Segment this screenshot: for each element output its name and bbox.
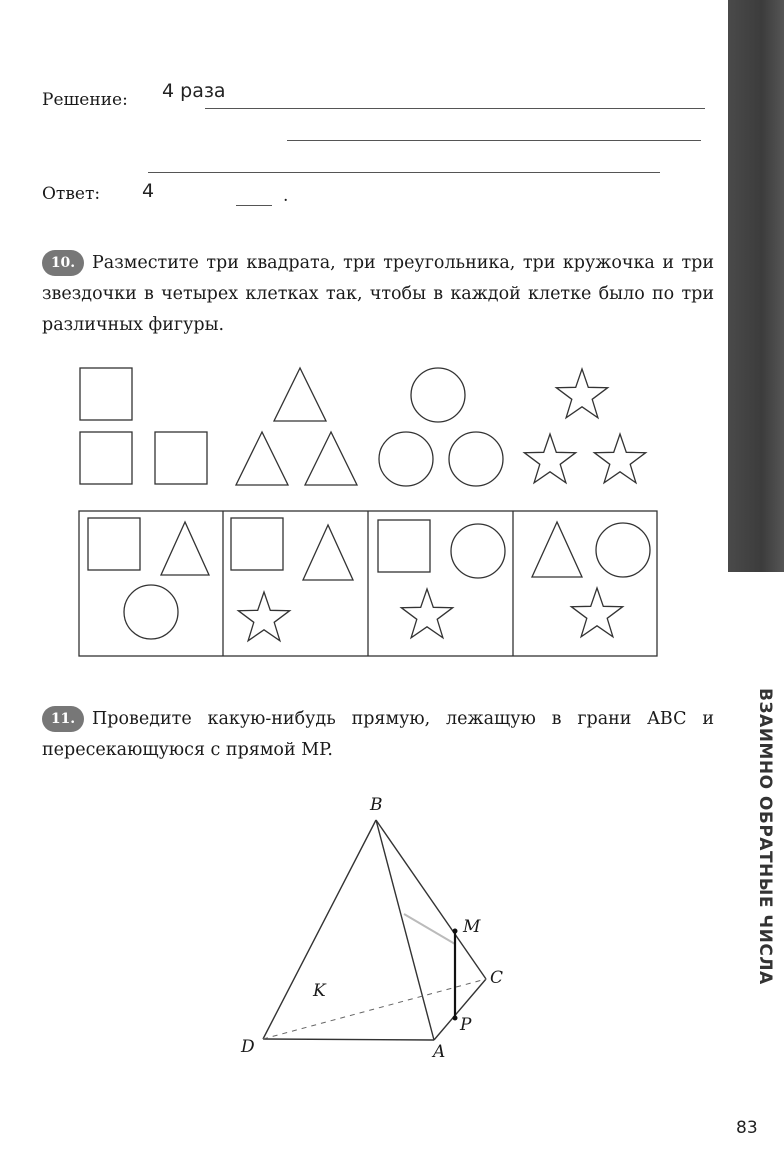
answer-handwritten: 4 bbox=[142, 180, 155, 202]
source-star-2 bbox=[524, 434, 575, 483]
page-number: 83 bbox=[736, 1118, 758, 1138]
point-P bbox=[453, 1016, 458, 1021]
cell1-circle bbox=[124, 585, 178, 639]
source-star-1 bbox=[556, 369, 607, 418]
source-square-3 bbox=[155, 432, 207, 484]
sidebar-dark-band bbox=[728, 0, 784, 572]
label-M: M bbox=[463, 917, 481, 937]
answer-label: Ответ: bbox=[42, 184, 101, 204]
source-square-1 bbox=[80, 368, 132, 420]
source-circle-3 bbox=[449, 432, 503, 486]
cell4-circle bbox=[596, 523, 650, 577]
solution-handwritten: 4 раза bbox=[162, 80, 226, 102]
label-B: B bbox=[370, 795, 383, 815]
cell3-circle bbox=[451, 524, 505, 578]
point-M bbox=[453, 929, 458, 934]
source-circle-2 bbox=[379, 432, 433, 486]
cell1-square bbox=[88, 518, 140, 570]
label-A: A bbox=[433, 1042, 446, 1062]
cell4-star bbox=[571, 588, 622, 637]
source-triangle-2 bbox=[236, 432, 288, 485]
label-K: K bbox=[313, 981, 326, 1001]
solution-label: Решение: bbox=[42, 90, 128, 110]
label-C: C bbox=[490, 968, 504, 988]
pyramid-figure bbox=[263, 820, 486, 1040]
cell3-square bbox=[378, 520, 430, 572]
label-D: D bbox=[241, 1037, 255, 1057]
sidebar-vertical-title: ВЗАИМНО ОБРАТНЫЕ ЧИСЛА bbox=[755, 688, 775, 985]
task10-text: Разместите три квадрата, три треугольника, три кружочка и три звездочки в четырех клетках так, чтобы в каждой клетке было по три различных фигуры. bbox=[42, 253, 714, 335]
cell2-square bbox=[231, 518, 283, 570]
label-P: P bbox=[460, 1015, 472, 1035]
cell2-triangle bbox=[303, 525, 353, 580]
source-triangle-1 bbox=[274, 368, 326, 421]
task11-text: Проведите какую-нибудь прямую, лежащую в грани ABC и пересекающуюся с прямой MP. bbox=[42, 709, 714, 760]
cell3-star bbox=[401, 589, 452, 638]
source-square-2 bbox=[80, 432, 132, 484]
task11-number-badge: 11. bbox=[42, 706, 84, 732]
cell1-triangle bbox=[161, 522, 209, 575]
answer-end-mark: . bbox=[283, 186, 289, 206]
cell4-triangle bbox=[532, 522, 582, 577]
task10-number-badge: 10. bbox=[42, 250, 84, 276]
source-triangle-3 bbox=[305, 432, 357, 485]
source-circle-1 bbox=[411, 368, 465, 422]
source-star-3 bbox=[594, 434, 645, 483]
cell2-star bbox=[238, 592, 289, 641]
